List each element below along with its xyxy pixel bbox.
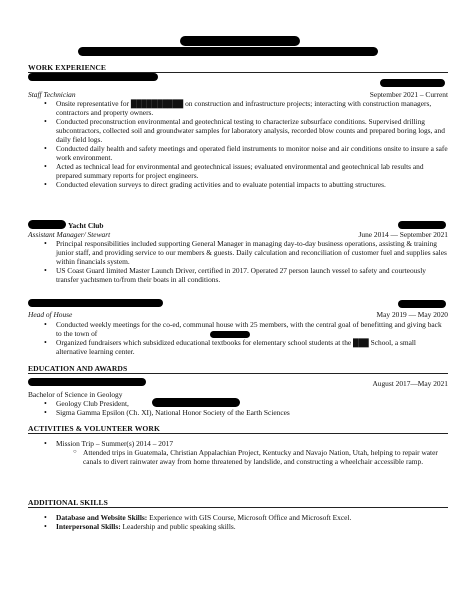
- section-title: WORK EXPERIENCE: [28, 63, 107, 72]
- degree: Bachelor of Science in Geology: [28, 390, 123, 399]
- list-item: [44, 522, 448, 531]
- list-item: [44, 513, 448, 522]
- list-item: • Conducted weekly meetings for the co-ed, communal house with 25 members, with the central goal of benefitting and giving back to the town of: [44, 320, 448, 338]
- job-dates: June 2014 — September 2021: [358, 230, 448, 239]
- job2-header: [28, 230, 448, 239]
- activities-heading: [28, 424, 448, 434]
- list-item: • Mission Trip – Summer(s) 2014 – 2017: [44, 439, 448, 448]
- redacted-employer-3: [28, 299, 163, 307]
- work-experience-heading: [28, 63, 448, 73]
- redacted-contact: [78, 47, 378, 56]
- skills-heading: [28, 498, 448, 508]
- list-item: • Acted as technical lead for environmental and geotechnical issues; evaluated environmental and geotechnical lab results and prepared summary reports for project engineers.: [44, 162, 448, 180]
- list-item: • Organized fundraisers which subsidized educational textbooks for elementary school students at the ███ School, a small alternative learning center.: [44, 338, 448, 356]
- redacted-town: [210, 331, 250, 338]
- redacted-club-years: [152, 398, 240, 407]
- skills-list: [44, 513, 448, 531]
- job-title: Assistant Manager/ Stewart: [28, 230, 111, 239]
- redacted-name: [180, 36, 300, 46]
- list-item: • Conducted preconstruction environmental and geotechnical testing to characterize subsurface conditions. Supervised drilling subcontractors, collected soil and groundwater samples for laboratory analysis, recorded blow counts and prepared boring logs, and daily field logs.: [44, 117, 448, 144]
- list-item: • Onsite representative for ██████████ on construction and infrastructure projects; interacting with construction managers, contractors and property owners.: [44, 99, 448, 117]
- list-item: • Conducted elevation surveys to direct grading activities and to evaluate potential impacts to abutting structures.: [44, 180, 448, 189]
- job2-org: [28, 221, 448, 230]
- list-item: ○ Attended trips in Guatemala, Christian Appalachian Project, Kentucky and Navajo Nation, Utah, helping to repair water canals to divert rainwater away from home threatened by landslide, and constructing a wheelchair accessible ramp.: [73, 448, 443, 466]
- section-title: ACTIVITIES & VOLUNTEER WORK: [28, 424, 161, 433]
- skill-label: Interpersonal Skills:: [56, 522, 121, 531]
- list-item: • Sigma Gamma Epsilon (Ch. XI), National Honor Society of the Earth Sciences: [44, 408, 448, 417]
- education-heading: [28, 364, 448, 374]
- job-dates: September 2021 – Current: [369, 90, 448, 99]
- redacted-location-3: [398, 300, 446, 308]
- job2-bullets: [44, 239, 448, 284]
- section-title: ADDITIONAL SKILLS: [28, 498, 108, 507]
- education-bullets: [44, 399, 448, 417]
- education-dates: August 2017—May 2021: [372, 379, 448, 388]
- list-item: • Principal responsibilities included supporting General Manager in managing day-to-day business operations, assisting & training junior staff, and providing service to our members & guests. Daily calculation and reconciliation of customer fuel and supplies sales within financials system.: [44, 239, 448, 266]
- redacted-school: [28, 378, 146, 386]
- degree-row: [28, 390, 448, 399]
- redacted-employer-1: [28, 73, 158, 81]
- activities-list: [44, 439, 448, 448]
- list-item: • Geology Club President,: [44, 399, 448, 408]
- list-item: • Conducted daily health and safety meetings and operated field instruments to monitor noise and air conditions onsite to insure a safe work environment.: [44, 144, 448, 162]
- job1-bullets: [44, 99, 448, 189]
- org-name: Yacht Club: [68, 221, 104, 230]
- job-title: Staff Technician: [28, 90, 76, 99]
- job3-bullets: [44, 320, 448, 356]
- activities-sublist: [73, 448, 443, 466]
- job3-header: [28, 310, 448, 319]
- job-title: Head of House: [28, 310, 73, 319]
- skill-text: Experience with GIS Course, Microsoft Office and Microsoft Excel.: [147, 513, 352, 522]
- skill-label: Database and Website Skills:: [56, 513, 148, 522]
- job1-header: [28, 90, 448, 99]
- skill-text: Leadership and public speaking skills.: [120, 522, 236, 531]
- list-item: • US Coast Guard limited Master Launch Driver, certified in 2017. Operated 27 person launch vessel to safety and courteously transfer yachtsmen to/from their boats in all conditions.: [44, 266, 448, 284]
- section-title: EDUCATION AND AWARDS: [28, 364, 128, 373]
- redacted-location-1: [380, 79, 445, 87]
- job-dates: May 2019 — May 2020: [376, 310, 448, 319]
